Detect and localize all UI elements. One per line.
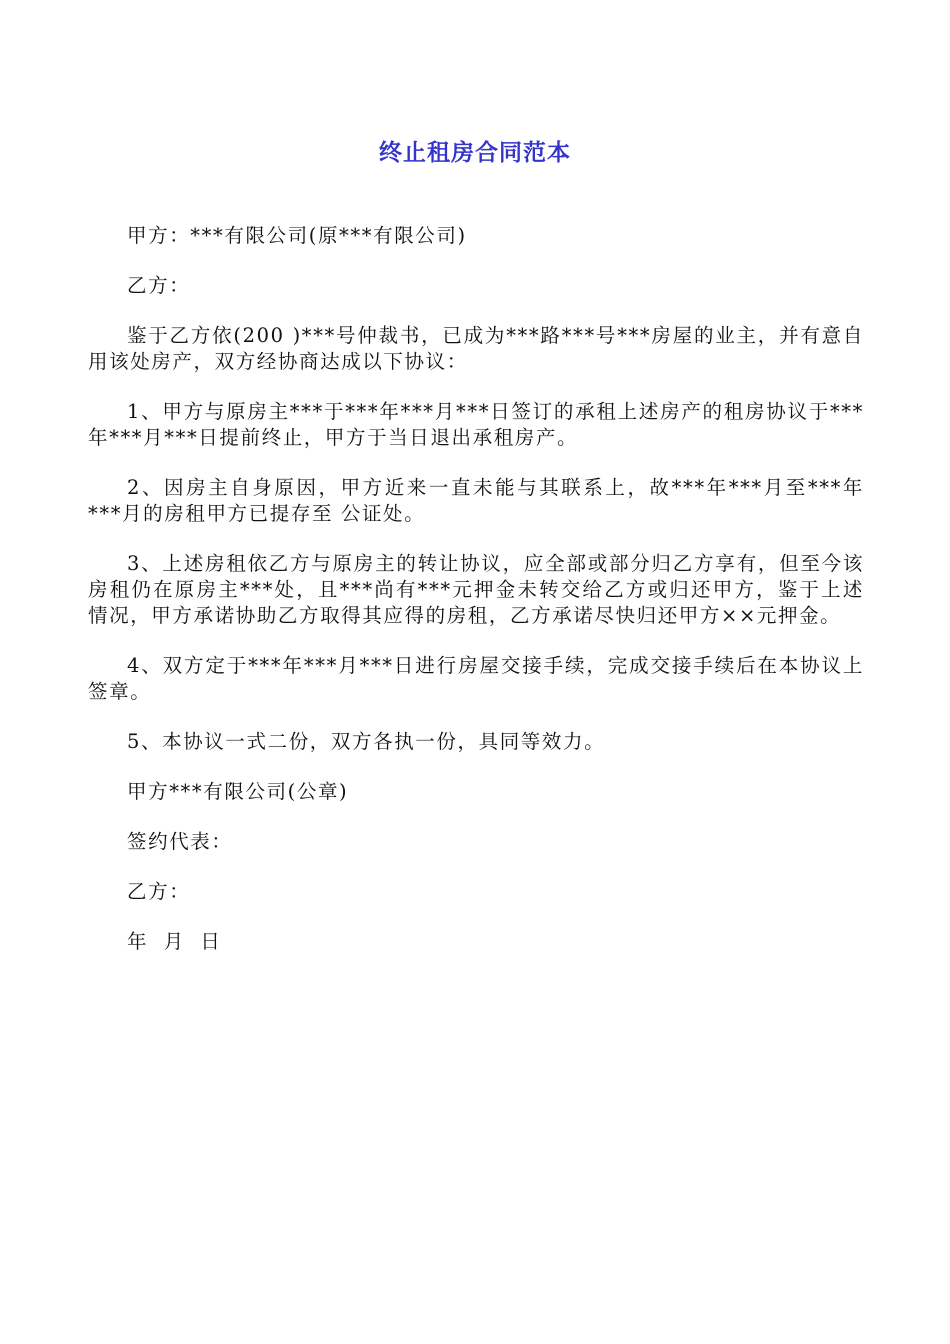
clause-5: 5、本协议一式二份，双方各执一份，具同等效力。 (127, 730, 606, 753)
signature-date: 年 月 日 (127, 930, 222, 953)
preamble-paragraph: 鉴于乙方依(200 )***号仲裁书，已成为***路***号***房屋的业主，并有意自用该处房产，双方经协商达成以下协议： (88, 324, 864, 373)
party-b-line: 乙方： (127, 274, 191, 297)
party-a-line: 甲方：***有限公司(原***有限公司) (127, 224, 467, 247)
document-body (88, 223, 864, 979)
signature-party-b: 乙方： (127, 880, 191, 903)
clause-2: 2、因房主自身原因，甲方近来一直未能与其联系上，故***年***月至***年***月的房租甲方已提存至 公证处。 (88, 476, 864, 525)
clause-1: 1、甲方与原房主***于***年***月***日签订的承租上述房产的租房协议于***年***月***日提前终止，甲方于当日退出承租房产。 (88, 400, 864, 449)
clause-4: 4、双方定于***年***月***日进行房屋交接手续，完成交接手续后在本协议上签章。 (88, 654, 864, 703)
clause-3: 3、上述房租依乙方与原房主的转让协议，应全部或部分归乙方享有，但至今该房租仍在原房主***处，且***尚有***元押金未转交给乙方或归还甲方，鉴于上述情况，甲方承诺协助乙方取得其应得的房租，乙方承诺尽快归还甲方××元押金。 (88, 552, 864, 627)
signature-representative: 签约代表： (127, 830, 233, 853)
signature-party-a: 甲方***有限公司(公章) (127, 780, 349, 803)
document-title: 终止租房合同范本 (379, 140, 571, 166)
